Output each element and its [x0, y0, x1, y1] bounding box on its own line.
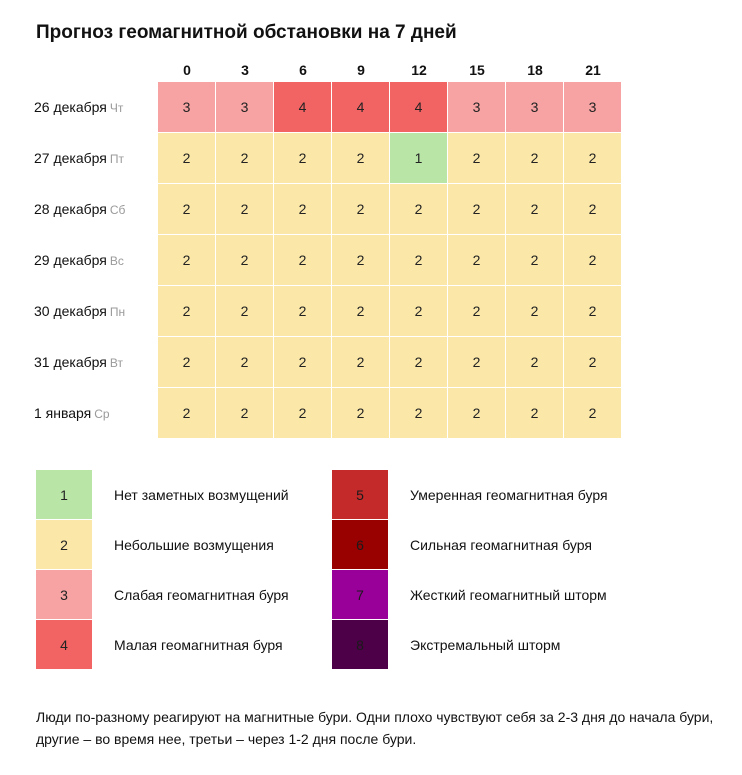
- date-text: 30 декабря: [34, 303, 107, 319]
- forecast-cell: 2: [158, 133, 216, 184]
- forecast-cell: 2: [332, 184, 390, 235]
- forecast-cell: 2: [216, 337, 274, 388]
- hour-label: 12: [411, 62, 427, 78]
- legend-swatch: 8: [332, 620, 388, 670]
- legend-item: [36, 470, 289, 520]
- weekday-text: Пн: [109, 305, 126, 319]
- page-title: Прогноз геомагнитной обстановки на 7 дней: [36, 22, 457, 43]
- forecast-cell: 2: [390, 388, 448, 439]
- forecast-cell: 2: [390, 184, 448, 235]
- hour-label: 18: [527, 62, 543, 78]
- forecast-cell: 2: [274, 235, 332, 286]
- weekday-text: Сб: [109, 203, 126, 217]
- forecast-cell: 3: [506, 82, 564, 133]
- weekday-text: Пт: [109, 152, 124, 166]
- legend-label: Небольшие возмущения: [114, 537, 274, 553]
- hour-label: 9: [357, 62, 365, 78]
- date-label: [34, 286, 158, 337]
- forecast-cell: 2: [216, 286, 274, 337]
- forecast-cell: 2: [390, 337, 448, 388]
- forecast-cell: 2: [158, 235, 216, 286]
- date-labels: [34, 82, 158, 439]
- forecast-cell: 2: [448, 235, 506, 286]
- weekday-text: Вс: [109, 254, 124, 268]
- forecast-cell: 2: [564, 133, 622, 184]
- legend-label: Экстремальный шторм: [410, 637, 561, 653]
- hour-label: 21: [585, 62, 601, 78]
- forecast-cell: 2: [158, 184, 216, 235]
- forecast-cell: 2: [564, 184, 622, 235]
- legend-swatch: 4: [36, 620, 92, 670]
- legend-label: Слабая геомагнитная буря: [114, 587, 289, 603]
- forecast-cell: 2: [506, 133, 564, 184]
- date-text: 28 декабря: [34, 201, 107, 217]
- forecast-cell: 2: [274, 286, 332, 337]
- forecast-cell: 2: [448, 286, 506, 337]
- forecast-cell: 2: [332, 133, 390, 184]
- date-label: [34, 388, 158, 439]
- legend-swatch: 7: [332, 570, 388, 620]
- date-text: 27 декабря: [34, 150, 107, 166]
- legend-label: Нет заметных возмущений: [114, 487, 289, 503]
- hour-label: 3: [241, 62, 249, 78]
- forecast-cell: 2: [506, 388, 564, 439]
- forecast-cell: 4: [274, 82, 332, 133]
- hour-label: 15: [469, 62, 485, 78]
- hour-label: 0: [183, 62, 191, 78]
- forecast-cell: 2: [332, 286, 390, 337]
- forecast-cell: 2: [274, 337, 332, 388]
- forecast-cell: 2: [216, 133, 274, 184]
- legend-item: [36, 520, 289, 570]
- forecast-cell: 2: [506, 184, 564, 235]
- forecast-cell: 2: [564, 337, 622, 388]
- forecast-cell: 2: [158, 388, 216, 439]
- forecast-cell: 2: [390, 235, 448, 286]
- forecast-cell: 2: [506, 337, 564, 388]
- forecast-cell: 2: [564, 286, 622, 337]
- forecast-cell: 3: [448, 82, 506, 133]
- forecast-cell: 1: [390, 133, 448, 184]
- forecast-cell: 2: [274, 184, 332, 235]
- legend-item: [36, 620, 289, 670]
- hour-header: [158, 60, 622, 80]
- date-text: 1 января: [34, 405, 92, 421]
- date-text: 31 декабря: [34, 354, 107, 370]
- date-label: [34, 184, 158, 235]
- legend-left: [36, 470, 289, 670]
- legend-label: Жесткий геомагнитный шторм: [410, 587, 607, 603]
- hour-label: 6: [299, 62, 307, 78]
- date-label: [34, 235, 158, 286]
- forecast-cell: 2: [332, 235, 390, 286]
- date-text: 26 декабря: [34, 99, 107, 115]
- date-label: [34, 337, 158, 388]
- forecast-cell: 2: [216, 388, 274, 439]
- forecast-cell: 2: [564, 235, 622, 286]
- forecast-cell: 2: [448, 337, 506, 388]
- legend-swatch: 1: [36, 470, 92, 520]
- weekday-text: Чт: [109, 101, 124, 115]
- forecast-cell: 2: [564, 388, 622, 439]
- legend-label: Малая геомагнитная буря: [114, 637, 283, 653]
- legend-item: [36, 570, 289, 620]
- legend-swatch: 2: [36, 520, 92, 570]
- legend-right: [332, 470, 608, 670]
- forecast-cell: 2: [274, 133, 332, 184]
- weekday-text: Вт: [109, 356, 123, 370]
- weekday-text: Ср: [94, 407, 110, 421]
- forecast-cell: 3: [216, 82, 274, 133]
- legend-item: [332, 620, 608, 670]
- legend-item: [332, 570, 608, 620]
- legend-item: [332, 520, 608, 570]
- forecast-cell: 3: [158, 82, 216, 133]
- forecast-cell: 2: [332, 337, 390, 388]
- forecast-cell: 2: [216, 184, 274, 235]
- forecast-cell: 2: [448, 388, 506, 439]
- legend-label: Сильная геомагнитная буря: [410, 537, 592, 553]
- forecast-cell: 2: [158, 286, 216, 337]
- forecast-grid: [158, 82, 622, 439]
- forecast-cell: 2: [158, 337, 216, 388]
- forecast-cell: 2: [506, 286, 564, 337]
- forecast-cell: 2: [274, 388, 332, 439]
- forecast-cell: 2: [216, 235, 274, 286]
- forecast-cell: 2: [506, 235, 564, 286]
- forecast-cell: 2: [390, 286, 448, 337]
- legend-swatch: 6: [332, 520, 388, 570]
- forecast-cell: 2: [448, 184, 506, 235]
- legend-label: Умеренная геомагнитная буря: [410, 487, 608, 503]
- date-text: 29 декабря: [34, 252, 107, 268]
- note-text: Люди по-разному реагируют на магнитные бури. Одни плохо чувствуют себя за 2-3 дня до начала бури, другие – во время нее, третьи – через 1-2 дня после бури.: [36, 709, 714, 747]
- legend-swatch: 5: [332, 470, 388, 520]
- forecast-cell: 4: [390, 82, 448, 133]
- legend-item: [332, 470, 608, 520]
- forecast-cell: 4: [332, 82, 390, 133]
- date-label: [34, 82, 158, 133]
- forecast-cell: 2: [332, 388, 390, 439]
- forecast-cell: 2: [448, 133, 506, 184]
- forecast-cell: 3: [564, 82, 622, 133]
- legend-swatch: 3: [36, 570, 92, 620]
- date-label: [34, 133, 158, 184]
